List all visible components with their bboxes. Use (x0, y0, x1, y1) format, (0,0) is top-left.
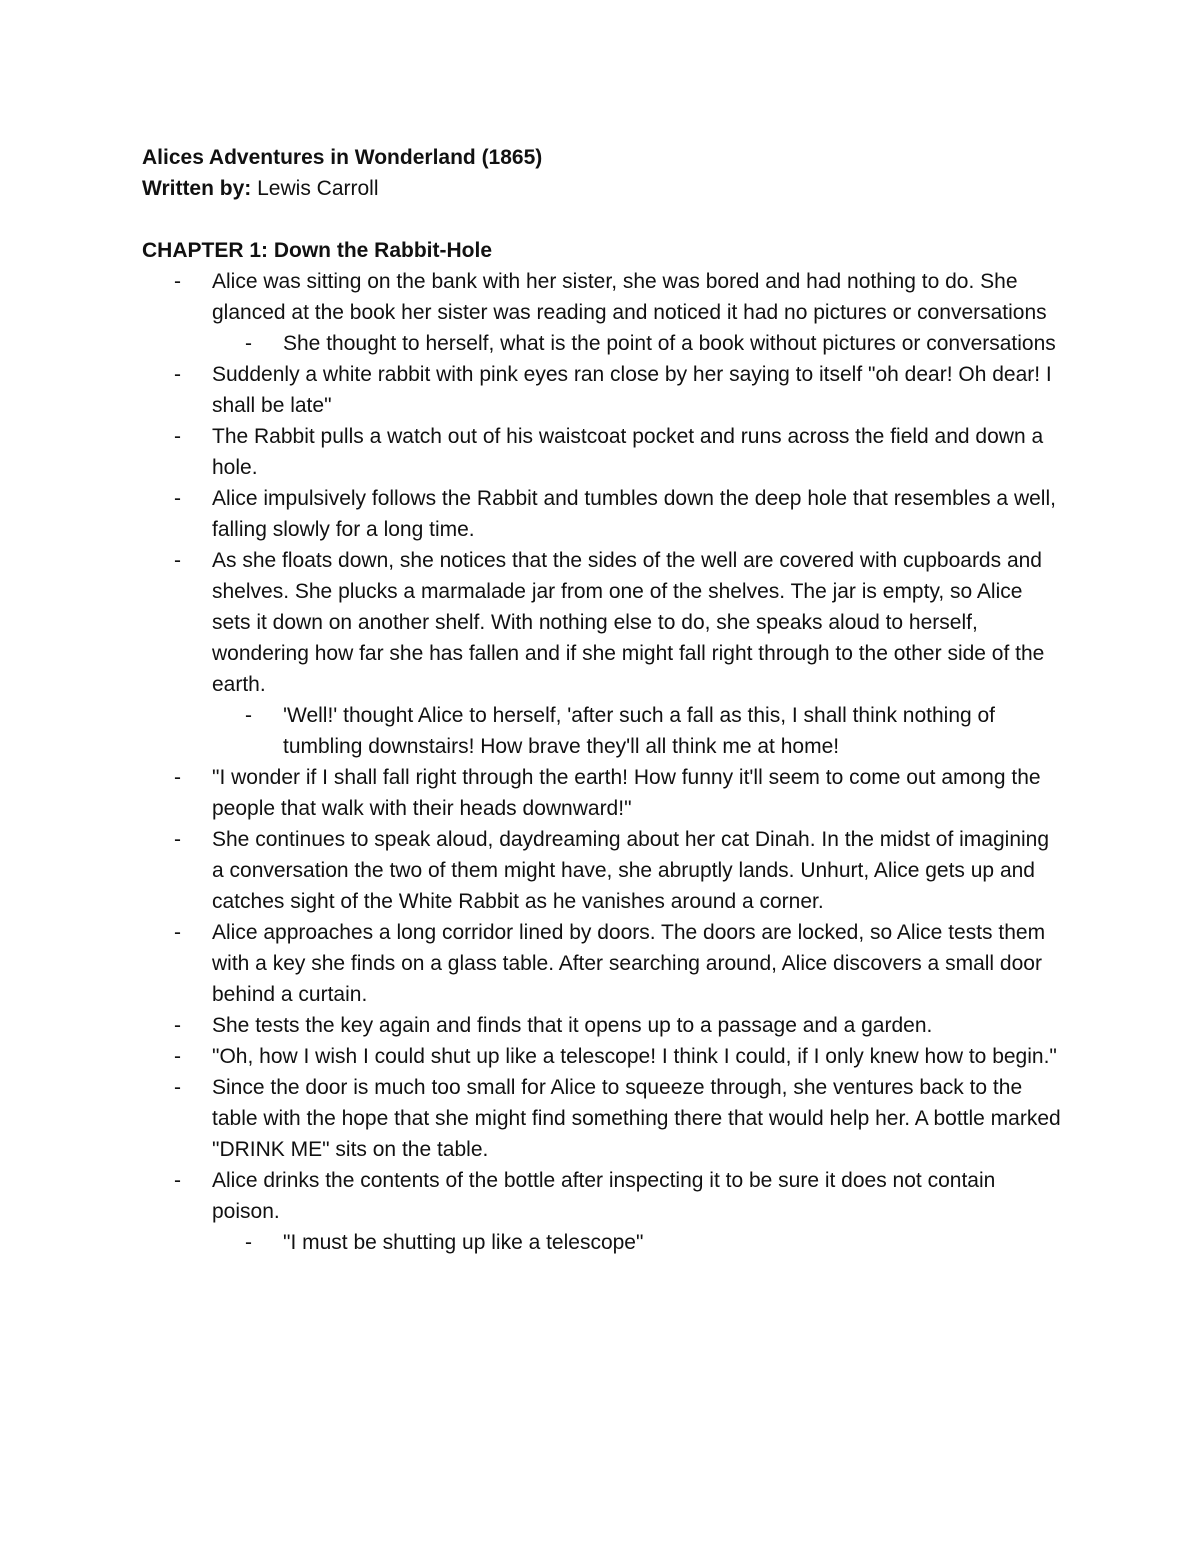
list-item (142, 1041, 1062, 1072)
bullet-dash: - (174, 1014, 181, 1037)
list-item-text: The Rabbit pulls a watch out of his waistcoat pocket and runs across the field and down a hole. (212, 425, 1044, 479)
list-item-text: 'Well!' thought Alice to herself, 'after such a fall as this, I shall think nothing of tumbling downstairs! How brave they'll all think me at home! (283, 704, 996, 758)
sub-list-item (142, 700, 1063, 762)
bullet-dash: - (174, 270, 181, 293)
document-page (142, 142, 1072, 1258)
list-item (142, 917, 1062, 1010)
bullet-dash: - (245, 332, 252, 355)
bullet-dash: - (174, 1076, 181, 1099)
bullet-dash: - (174, 425, 181, 448)
list-item (142, 1010, 1062, 1041)
list-item-text: Alice was sitting on the bank with her sister, she was bored and had nothing to do. She glanced at the book her sister was reading and noticed it had no pictures or conversations (212, 270, 1047, 324)
list-item-text: As she floats down, she notices that the sides of the well are covered with cupboards and shelves. She plucks a marmalade jar from one of the shelves. The jar is empty, so Alice sets it down on another shelf. With nothing else to do, she speaks aloud to herself, wondering how far she has fallen and if she might fall right through to the other side of the earth. (212, 549, 1045, 696)
list-item-text: "I must be shutting up like a telescope" (283, 1231, 644, 1254)
author-name: Lewis Carroll (257, 177, 379, 200)
list-item-text: She tests the key again and finds that it opens up to a passage and a garden. (212, 1014, 933, 1037)
list-item-text: "I wonder if I shall fall right through the earth! How funny it'll seem to come out among the people that walk with their heads downward!" (212, 766, 1041, 820)
list-item-text: She continues to speak aloud, daydreaming about her cat Dinah. In the midst of imagining a conversation the two of them might have, she abruptly lands. Unhurt, Alice gets up and catches sight of the White Rabbit as he vanishes around a corner. (212, 828, 1050, 913)
list-item (142, 421, 1062, 483)
chapter-heading: CHAPTER 1: Down the Rabbit-Hole (142, 239, 492, 262)
list-item (142, 1165, 1062, 1227)
list-item-text: She thought to herself, what is the point of a book without pictures or conversations (283, 332, 1056, 355)
bullet-dash: - (174, 1169, 181, 1192)
bullet-dash: - (174, 487, 181, 510)
list-item-text: Alice approaches a long corridor lined by doors. The doors are locked, so Alice tests them with a key she finds on a glass table. After searching around, Alice discovers a small door behind a curtain. (212, 921, 1046, 1006)
list-item (142, 762, 1062, 824)
spacer (142, 204, 1072, 235)
list-item (142, 483, 1062, 545)
list-item-text: Suddenly a white rabbit with pink eyes ran close by her saying to itself "oh dear! Oh dear! I shall be late" (212, 363, 1052, 417)
bullet-dash: - (174, 363, 181, 386)
bullet-dash: - (245, 1231, 252, 1254)
list-item (142, 1072, 1062, 1165)
author-line (142, 173, 1072, 204)
bullet-dash: - (174, 921, 181, 944)
bullet-dash: - (245, 704, 252, 727)
list-item (142, 359, 1062, 421)
list-item-text: Since the door is much too small for Alice to squeeze through, she ventures back to the table with the hope that she might find something there that would help her. A bottle marked "DRINK ME" sits on the table. (212, 1076, 1061, 1161)
sub-list-item (142, 328, 1063, 359)
bullet-list (142, 266, 1072, 1258)
bullet-dash: - (174, 766, 181, 789)
list-item (142, 545, 1062, 700)
sub-list-item (142, 1227, 1063, 1258)
bullet-dash: - (174, 1045, 181, 1068)
written-by-label: Written by: (142, 177, 252, 200)
list-item-text: Alice impulsively follows the Rabbit and tumbles down the deep hole that resembles a well, falling slowly for a long time. (212, 487, 1056, 541)
bullet-dash: - (174, 549, 181, 572)
list-item-text: Alice drinks the contents of the bottle after inspecting it to be sure it does not contain poison. (212, 1169, 996, 1223)
list-item (142, 824, 1062, 917)
list-item (142, 266, 1062, 328)
bullet-dash: - (174, 828, 181, 851)
document-title: Alices Adventures in Wonderland (1865) (142, 146, 543, 169)
list-item-text: "Oh, how I wish I could shut up like a telescope! I think I could, if I only knew how to begin." (212, 1045, 1057, 1068)
